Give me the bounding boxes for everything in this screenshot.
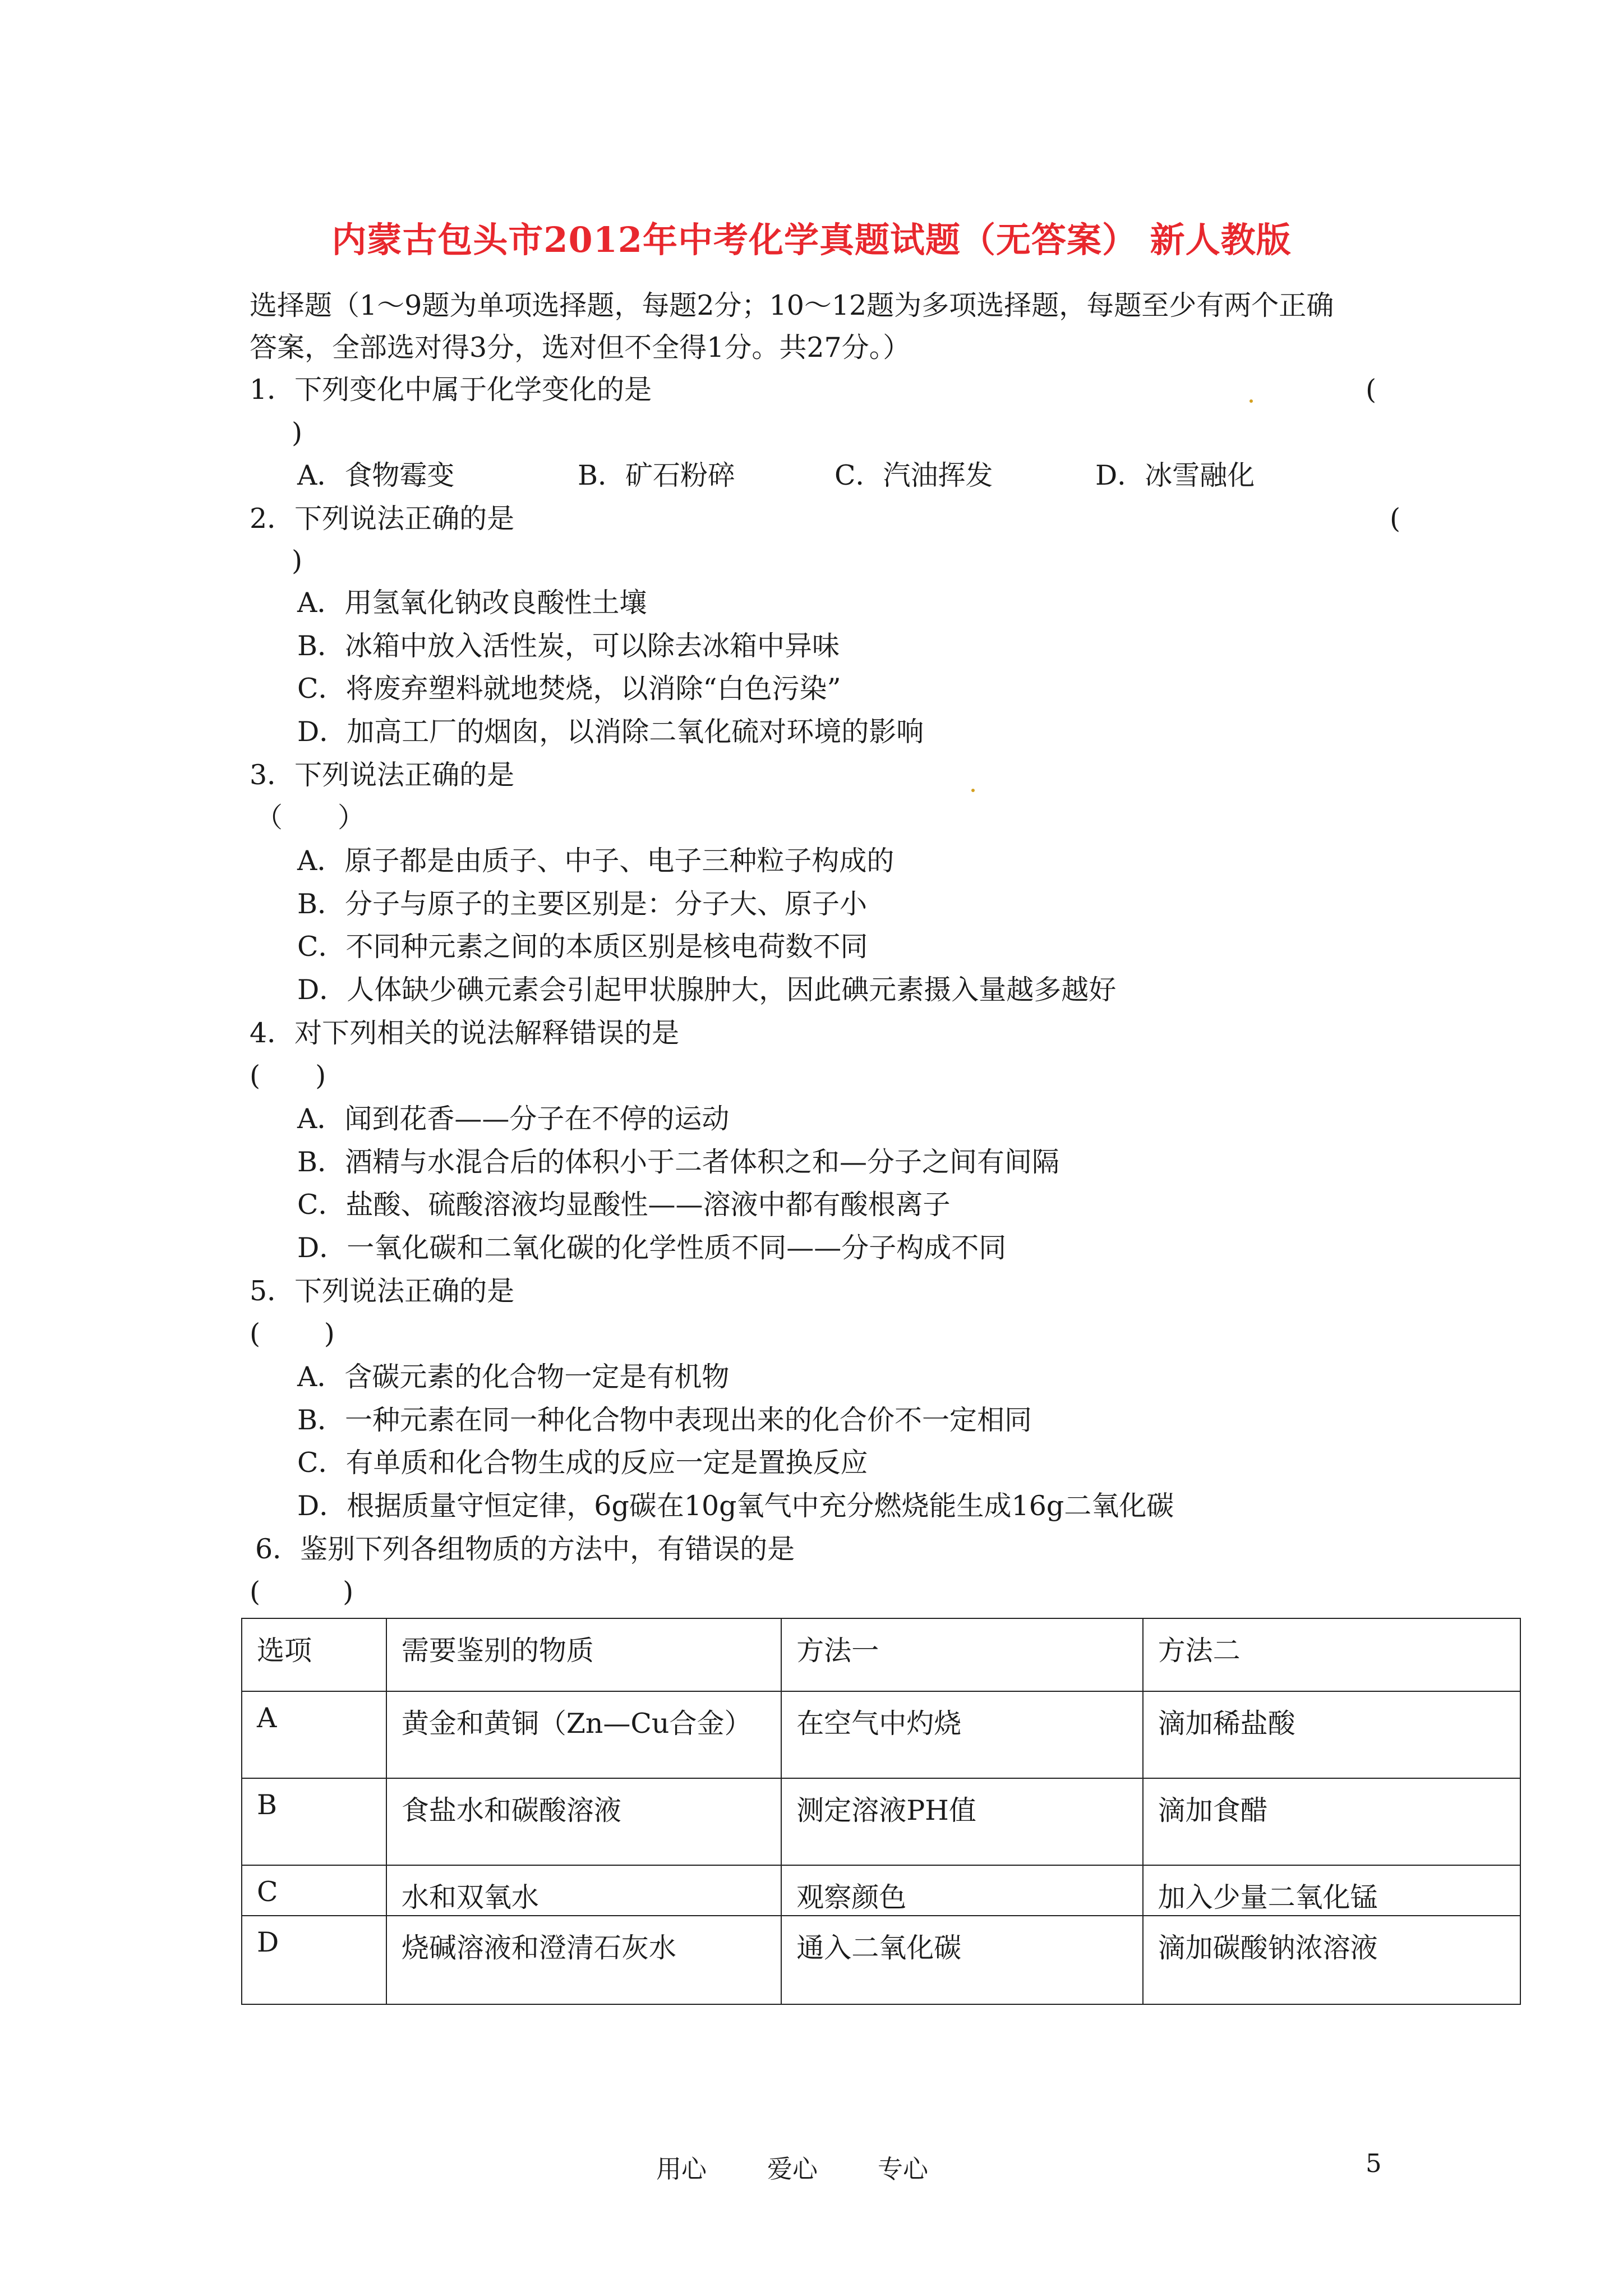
table-row (242, 1778, 1520, 1865)
table-cell: C (242, 1865, 386, 1916)
table-row (242, 1865, 1520, 1916)
footer-item: 专心 (878, 2154, 929, 2184)
q3-paren: （ ） (255, 802, 366, 834)
table-cell: B (242, 1778, 386, 1865)
q5-paren: ( ) (250, 1318, 335, 1350)
q3-option-c: C．不同种元素之间的本质区别是核电荷数不同 (297, 931, 868, 963)
instructions-line-2: 答案，全部选对得3分，选对但不全得1分。共27分。） (250, 332, 911, 364)
q5-option-d: D．根据质量守恒定律，6g碳在10g氧气中充分燃烧能生成16g二氧化碳 (297, 1490, 1174, 1522)
q2-option-a: A．用氢氧化钠改良酸性土壤 (297, 587, 647, 619)
scan-mark (971, 789, 975, 792)
table-cell: D (242, 1916, 386, 2004)
table-cell: 加入少量二氧化锰 (1143, 1865, 1520, 1916)
q2-stem: 2．下列说法正确的是 (250, 503, 515, 535)
table-header-cell: 需要鉴别的物质 (386, 1618, 781, 1691)
table-header-cell: 方法二 (1143, 1618, 1520, 1691)
q5-option-c: C．有单质和化合物生成的反应一定是置换反应 (297, 1447, 868, 1479)
q5-stem: 5．下列说法正确的是 (250, 1275, 515, 1307)
q6-paren: ( ) (250, 1576, 354, 1608)
q1-option-b: B．矿石粉碎 (578, 459, 736, 491)
table-cell: 滴加食醋 (1143, 1778, 1520, 1865)
q3-option-d: D．人体缺少碘元素会引起甲状腺肿大，因此碘元素摄入量越多越好 (297, 974, 1117, 1006)
q1-option-d: D．冰雪融化 (1095, 459, 1255, 491)
table-cell: 滴加碳酸钠浓溶液 (1143, 1916, 1520, 2004)
q4-stem: 4．对下列相关的说法解释错误的是 (250, 1017, 680, 1049)
q4-option-c: C．盐酸、硫酸溶液均显酸性——溶液中都有酸根离子 (297, 1189, 951, 1221)
footer-item: 用心 (656, 2154, 707, 2184)
q6-stem: 6．鉴别下列各组物质的方法中，有错误的是 (255, 1533, 795, 1565)
table-cell: 观察颜色 (781, 1865, 1142, 1916)
q6-table (241, 1618, 1521, 2005)
q1-stem: 1．下列变化中属于化学变化的是 (250, 374, 652, 406)
page-number: 5 (1366, 2148, 1382, 2178)
q2-option-d: D．加高工厂的烟囱，以消除二氧化硫对环境的影响 (297, 716, 924, 748)
q4-option-a: A．闻到花香——分子在不停的运动 (297, 1103, 730, 1135)
q5-option-a: A．含碳元素的化合物一定是有机物 (297, 1361, 730, 1393)
q1-option-c: C．汽油挥发 (834, 459, 993, 491)
table-cell: A (242, 1691, 386, 1778)
scan-mark (1249, 399, 1253, 403)
q3-option-b: B．分子与原子的主要区别是：分子大、原子小 (297, 888, 868, 920)
q2-option-b: B．冰箱中放入活性炭，可以除去冰箱中异味 (297, 630, 840, 662)
q2-paren-open: ( (1390, 503, 1401, 535)
table-cell: 黄金和黄铜（Zn—Cu合金） (386, 1691, 781, 1778)
table-cell: 在空气中灼烧 (781, 1691, 1142, 1778)
q4-option-d: D．一氧化碳和二氧化碳的化学性质不同——分子构成不同 (297, 1232, 1007, 1264)
page-title: 内蒙古包头市2012年中考化学真题试题（无答案） 新人教版 (331, 219, 1292, 260)
q2-paren-close: ) (292, 545, 303, 577)
table-cell: 烧碱溶液和澄清石灰水 (386, 1916, 781, 2004)
q5-option-b: B．一种元素在同一种化合物中表现出来的化合价不一定相同 (297, 1404, 1032, 1436)
table-cell: 通入二氧化碳 (781, 1916, 1142, 2004)
q2-option-c: C．将废弃塑料就地焚烧，以消除“白色污染” (297, 673, 841, 705)
table-header-cell: 选项 (242, 1618, 386, 1691)
table-row (242, 1916, 1520, 2004)
table-header-cell: 方法一 (781, 1618, 1142, 1691)
q3-stem: 3．下列说法正确的是 (250, 759, 515, 791)
table-row (242, 1691, 1520, 1778)
footer-item: 爱心 (767, 2154, 818, 2184)
instructions-line-1: 选择题（1～9题为单项选择题，每题2分；10～12题为多项选择题，每题至少有两个正确 (250, 289, 1334, 321)
table-cell: 测定溶液PH值 (781, 1778, 1142, 1865)
table-cell: 滴加稀盐酸 (1143, 1691, 1520, 1778)
q3-option-a: A．原子都是由质子、中子、电子三种粒子构成的 (297, 845, 895, 877)
q4-option-b: B．酒精与水混合后的体积小于二者体积之和—分子之间有间隔 (297, 1146, 1060, 1178)
table-header-row (242, 1618, 1520, 1691)
q4-paren: ( ) (250, 1060, 326, 1092)
q1-paren-open: ( (1366, 374, 1377, 406)
q1-option-a: A．食物霉变 (297, 459, 455, 491)
table-cell: 食盐水和碳酸溶液 (386, 1778, 781, 1865)
table-cell: 水和双氧水 (386, 1865, 781, 1916)
q1-paren-close: ) (292, 417, 303, 449)
